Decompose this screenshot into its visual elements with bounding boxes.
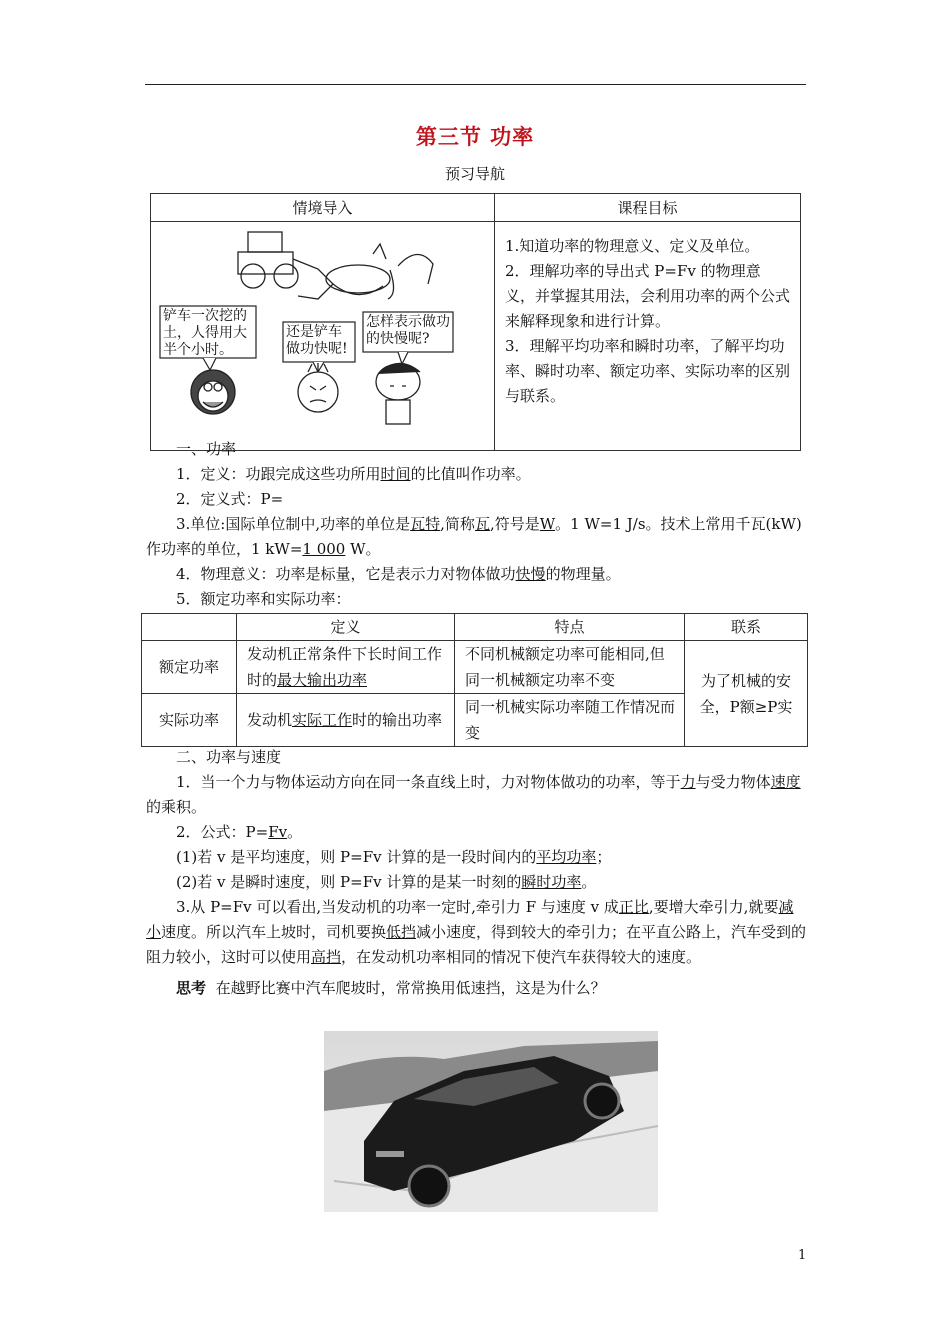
section1: [146, 437, 808, 612]
rated-header-feature: 特点: [455, 614, 685, 641]
row-rated-definition: 发动机正常条件下长时间工作时的最大输出功率: [237, 641, 455, 694]
goals-cell: [495, 222, 801, 451]
definition-line: 1．定义：功跟完成这些功所用时间的比值叫作功率。: [176, 465, 531, 483]
section1-heading: 一、功率: [176, 440, 237, 458]
instant-power-line: (2)若 v 是瞬时速度，则 P=Fv 计算的是某一时刻的瞬时功率。: [176, 873, 597, 891]
section2: [146, 745, 808, 1001]
header-rule: [145, 84, 806, 85]
rated-header-relation: 联系: [685, 614, 808, 641]
formula2-line: 2．公式：P=Fv。: [176, 823, 303, 841]
offroad-car-photo: [324, 1031, 658, 1212]
cartoon-characters: [191, 363, 420, 424]
row-rated-label: 额定功率: [142, 641, 237, 694]
meaning-line: 4．物理意义：功率是标量，它是表示力对物体做功快慢的物理量。: [176, 565, 621, 583]
guide-col1-header: 情境导入: [151, 194, 495, 222]
gear-explanation: 3.从 P=Fv 可以看出,当发动机的功率一定时,牵引力 F 与速度 v 成正比,要增大牵引力,就要减小速度。所以汽车上坡时，司机要换低挡减小速度，得到较大的牵引力；在平直公路上，汽车受到的阻力较小，这时可以使用高挡，在发动机功率相同的情况下使汽车获得较大的速度。: [146, 898, 807, 966]
rated-header-blank: [142, 614, 237, 641]
page-number: 1: [798, 1248, 807, 1263]
bulldozer-drawing: [238, 232, 433, 299]
bubble-text-3: 怎样表示做功的快慢呢?: [366, 314, 450, 347]
bubble-text-2: 还是铲车做功快呢!: [286, 324, 348, 357]
guide-col2-header: 课程目标: [495, 194, 801, 222]
row-rated-feature: 不同机械额定功率可能相同,但同一机械额定功率不变: [455, 641, 685, 694]
rated-power-table: [141, 613, 808, 747]
formula-line: 2．定义式：P=: [176, 490, 284, 508]
average-power-line: (1)若 v 是平均速度，则 P=Fv 计算的是一段时间内的平均功率；: [176, 848, 612, 866]
row-actual-label: 实际功率: [142, 694, 237, 747]
section2-heading: 二、功率与速度: [176, 748, 282, 766]
row-actual-definition: 发动机实际工作时的输出功率: [237, 694, 455, 747]
goal-item: 3．理解平均功率和瞬时功率，了解平均功率、瞬时功率、额定功率、实际功率的区别与联系。: [505, 337, 791, 405]
page-subtitle: 预习导航: [444, 165, 505, 183]
think-question: 思考 在越野比赛中汽车爬坡时，常常换用低速挡，这是为什么？: [176, 979, 606, 997]
bubble-text-1: 铲车一次挖的土，人得用大半个小时。: [163, 308, 247, 358]
rated-heading: 5．额定功率和实际功率：: [176, 590, 351, 608]
page-title: 第三节 功率: [415, 124, 535, 149]
power-speed-line: 1．当一个力与物体运动方向在同一条直线上时，力对物体做功的功率，等于力与受力物体速度的乘积。: [146, 773, 801, 816]
goal-item: 2．理解功率的导出式 P=Fv 的物理意义，并掌握其用法，会利用功率的两个公式来解释现象和进行计算。: [505, 262, 791, 330]
relation-cell: 为了机械的安全，P额≥P实: [685, 641, 808, 747]
unit-line: 3.单位:国际单位制中,功率的单位是瓦特,简称瓦,符号是W。1 W=1 J/s。技术上常用千瓦(kW)作功率的单位，1 kW=1 000 W。: [146, 515, 802, 558]
goal-item: 1.知道功率的物理意义、定义及单位。: [505, 237, 760, 255]
rated-header-definition: 定义: [237, 614, 455, 641]
row-actual-feature: 同一机械实际功率随工作情况而变: [455, 694, 685, 747]
